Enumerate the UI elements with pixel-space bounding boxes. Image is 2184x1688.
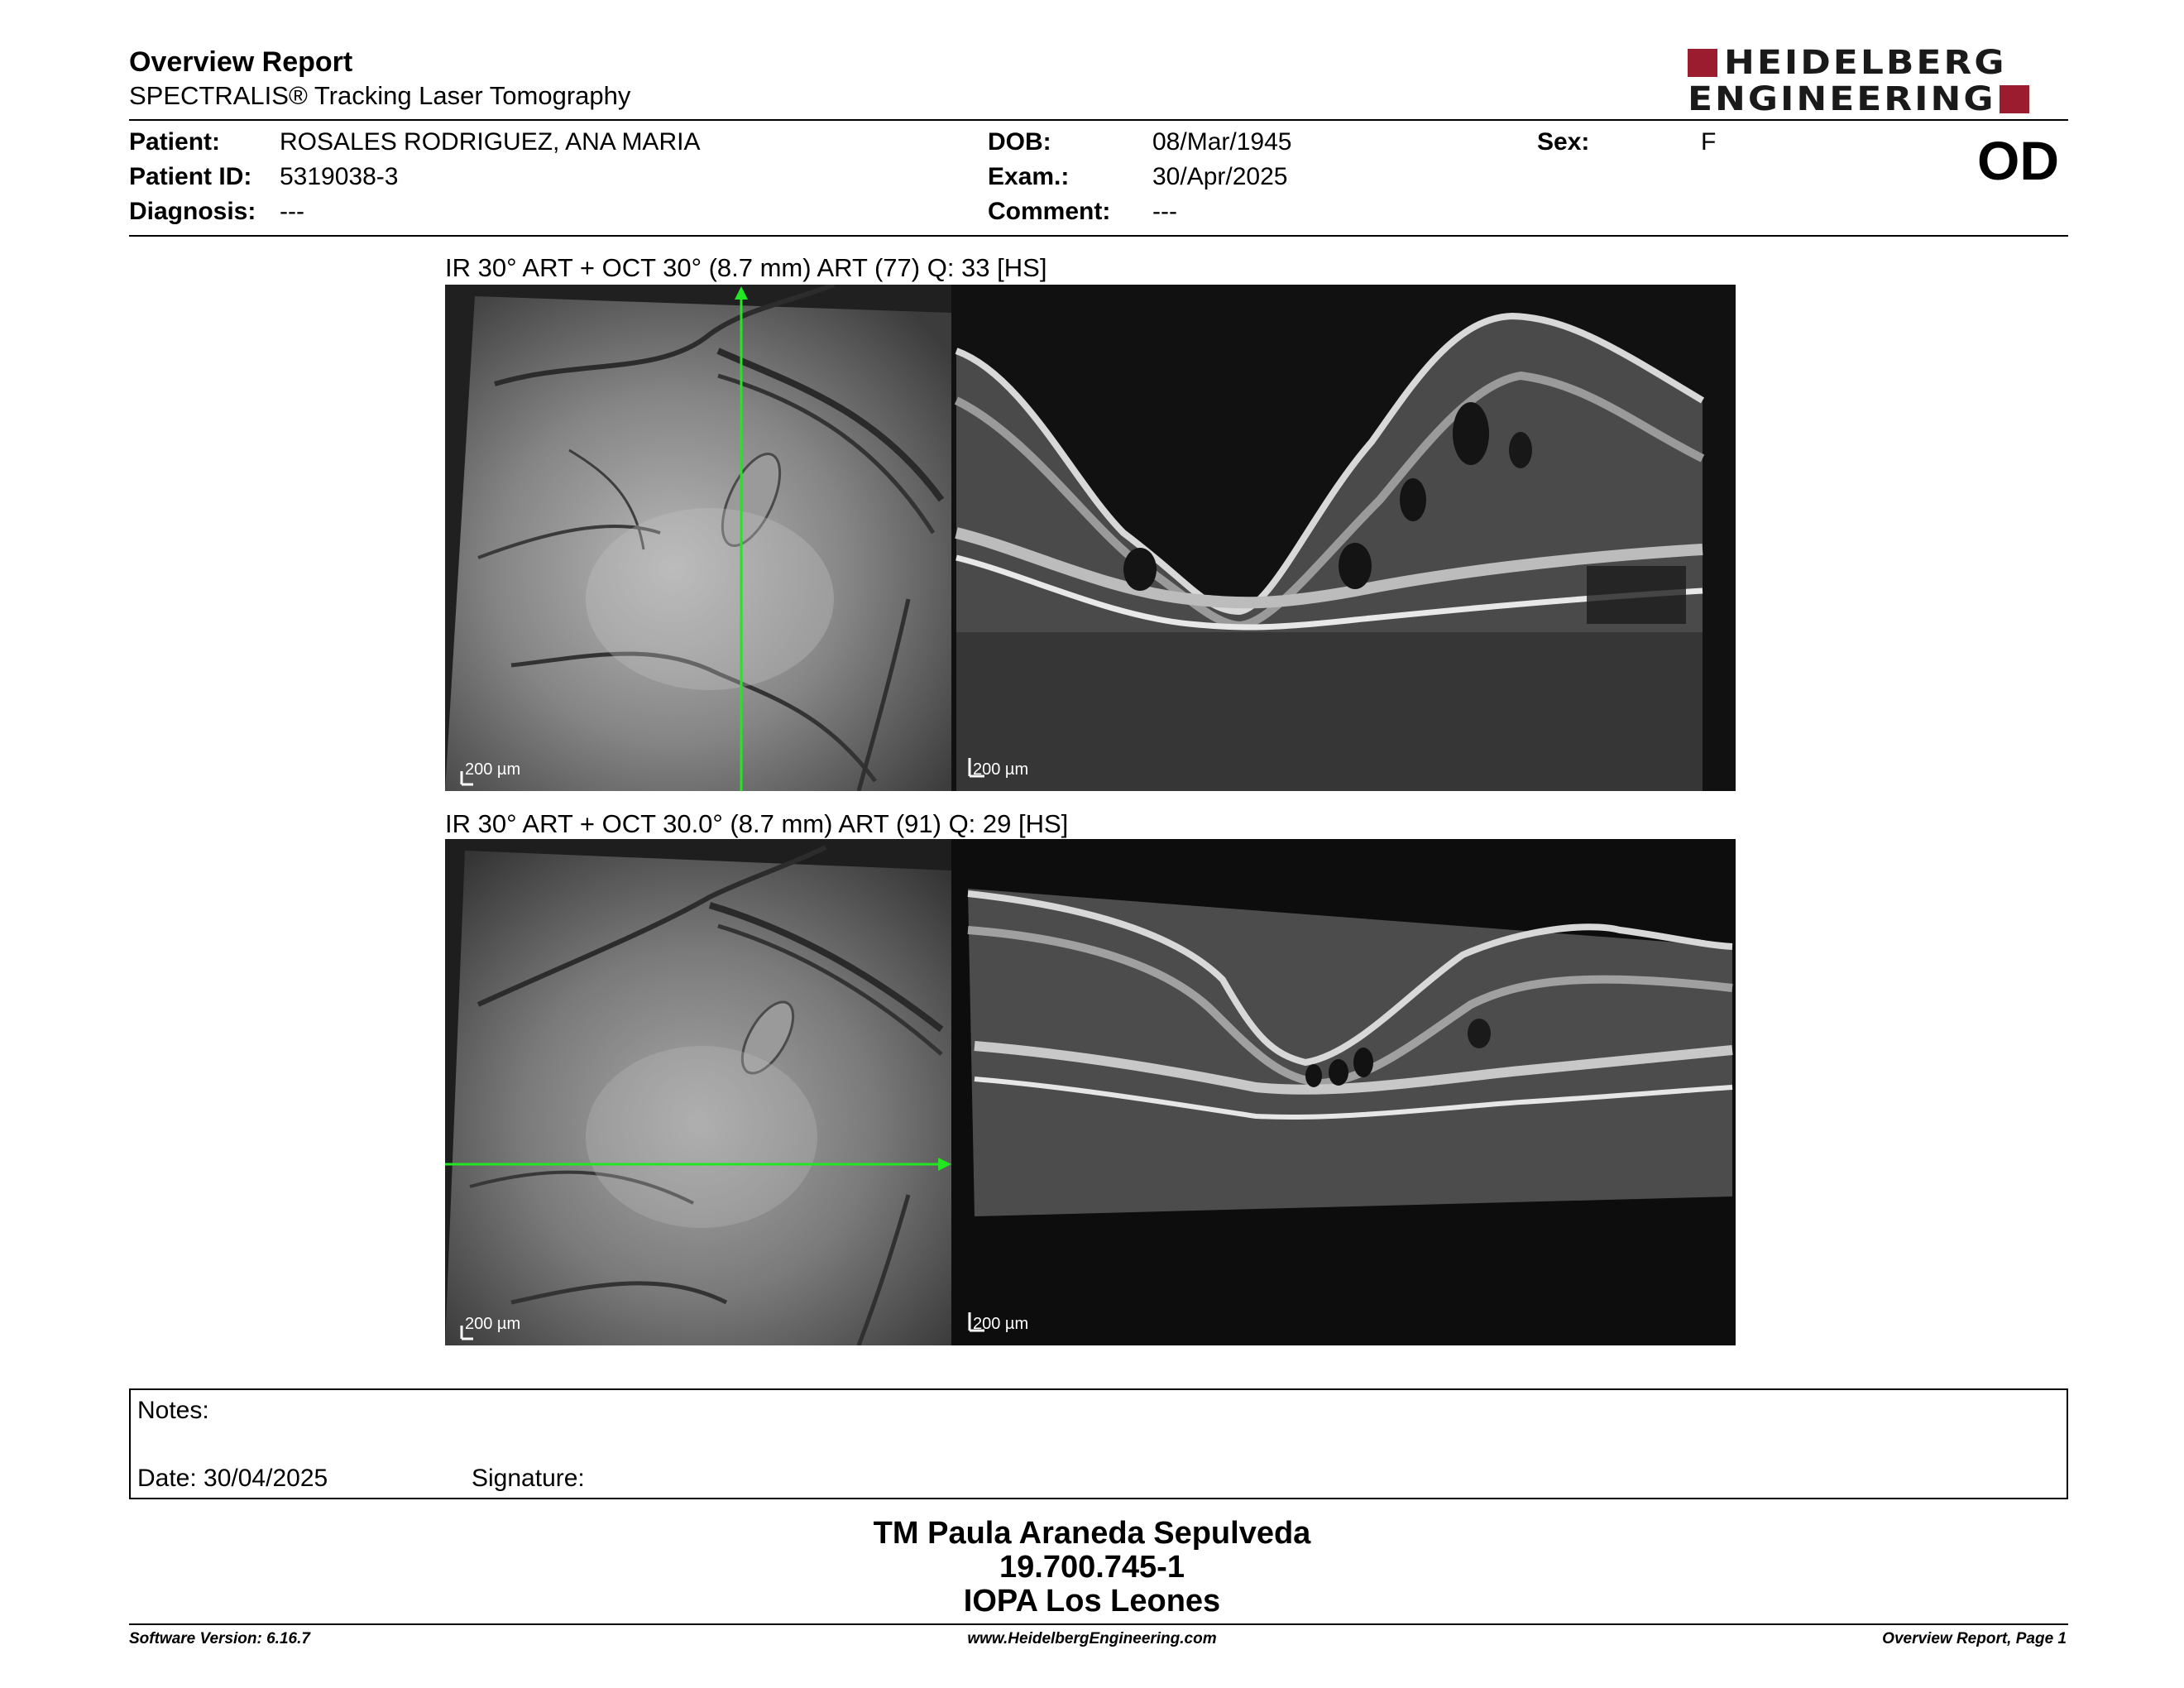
scan2-fundus-image xyxy=(445,839,951,1345)
scan2-oct-image xyxy=(951,839,1736,1345)
website-link[interactable]: www.HeidelbergEngineering.com xyxy=(967,1630,1217,1647)
notes-date: Date: 30/04/2025 xyxy=(137,1465,328,1492)
scan1-title: IR 30° ART + OCT 30° (8.7 mm) ART (77) Q: 33 [HS] xyxy=(445,253,1047,282)
logo-text-line2: ENGINEERING xyxy=(1688,79,1996,118)
report-subtitle: SPECTRALIS® Tracking Laser Tomography xyxy=(129,81,631,110)
diagnosis-value: --- xyxy=(280,198,304,225)
scan1-image-svg xyxy=(445,285,1736,791)
heidelberg-logo xyxy=(1688,43,2068,118)
signature-label: Signature: xyxy=(472,1465,585,1492)
patient-value: ROSALES RODRIGUEZ, ANA MARIA xyxy=(280,128,701,156)
dob-value: 08/Mar/1945 xyxy=(1152,128,1292,156)
scan1-oct-image xyxy=(951,285,1736,791)
report-title: Overview Report xyxy=(129,46,353,78)
patient-label: Patient: xyxy=(129,128,221,156)
logo-square-bottom xyxy=(2000,85,2029,113)
comment-label: Comment: xyxy=(988,198,1111,225)
eye-indicator: OD xyxy=(1977,130,2059,191)
signer-id: 19.700.745-1 xyxy=(999,1550,1185,1585)
patient-id-value: 5319038-3 xyxy=(280,163,399,190)
patient-id-label: Patient ID: xyxy=(129,163,252,190)
scan2-image-panel xyxy=(445,839,1736,1345)
comment-value: --- xyxy=(1152,198,1177,225)
scan2-fundus-scale-text: 200 µm xyxy=(465,1315,521,1333)
patient-info-rule xyxy=(129,235,2068,237)
scan2-title: IR 30° ART + OCT 30.0° (8.7 mm) ART (91) Q: 29 [HS] xyxy=(445,809,1069,838)
scan2-oct-scale-text: 200 µm xyxy=(973,1315,1029,1333)
footer-rule xyxy=(129,1623,2068,1625)
diagnosis-label: Diagnosis: xyxy=(129,198,256,225)
header-rule xyxy=(129,119,2068,121)
notes-box xyxy=(129,1388,2068,1499)
exam-label: Exam.: xyxy=(988,163,1070,190)
sex-label: Sex: xyxy=(1537,128,1590,156)
scan1-oct-scale-text: 200 µm xyxy=(973,760,1029,779)
exam-value: 30/Apr/2025 xyxy=(1152,163,1288,190)
sex-value: F xyxy=(1701,128,1717,156)
notes-label: Notes: xyxy=(137,1397,209,1424)
signer-institution: IOPA Los Leones xyxy=(963,1584,1221,1618)
dob-label: DOB: xyxy=(988,128,1051,156)
logo-text-line1: HEIDELBERG xyxy=(1724,43,2007,82)
scan1-fundus-scale-text: 200 µm xyxy=(465,760,521,779)
signer-name: TM Paula Araneda Sepulveda xyxy=(873,1516,1311,1551)
software-version: Software Version: 6.16.7 xyxy=(129,1630,310,1647)
page-number: Overview Report, Page 1 xyxy=(1882,1630,2067,1647)
scan1-image-panel xyxy=(445,285,1736,791)
scan1-fundus-image xyxy=(445,285,951,791)
scan2-image-svg xyxy=(445,839,1736,1345)
logo-square-top xyxy=(1688,49,1717,77)
